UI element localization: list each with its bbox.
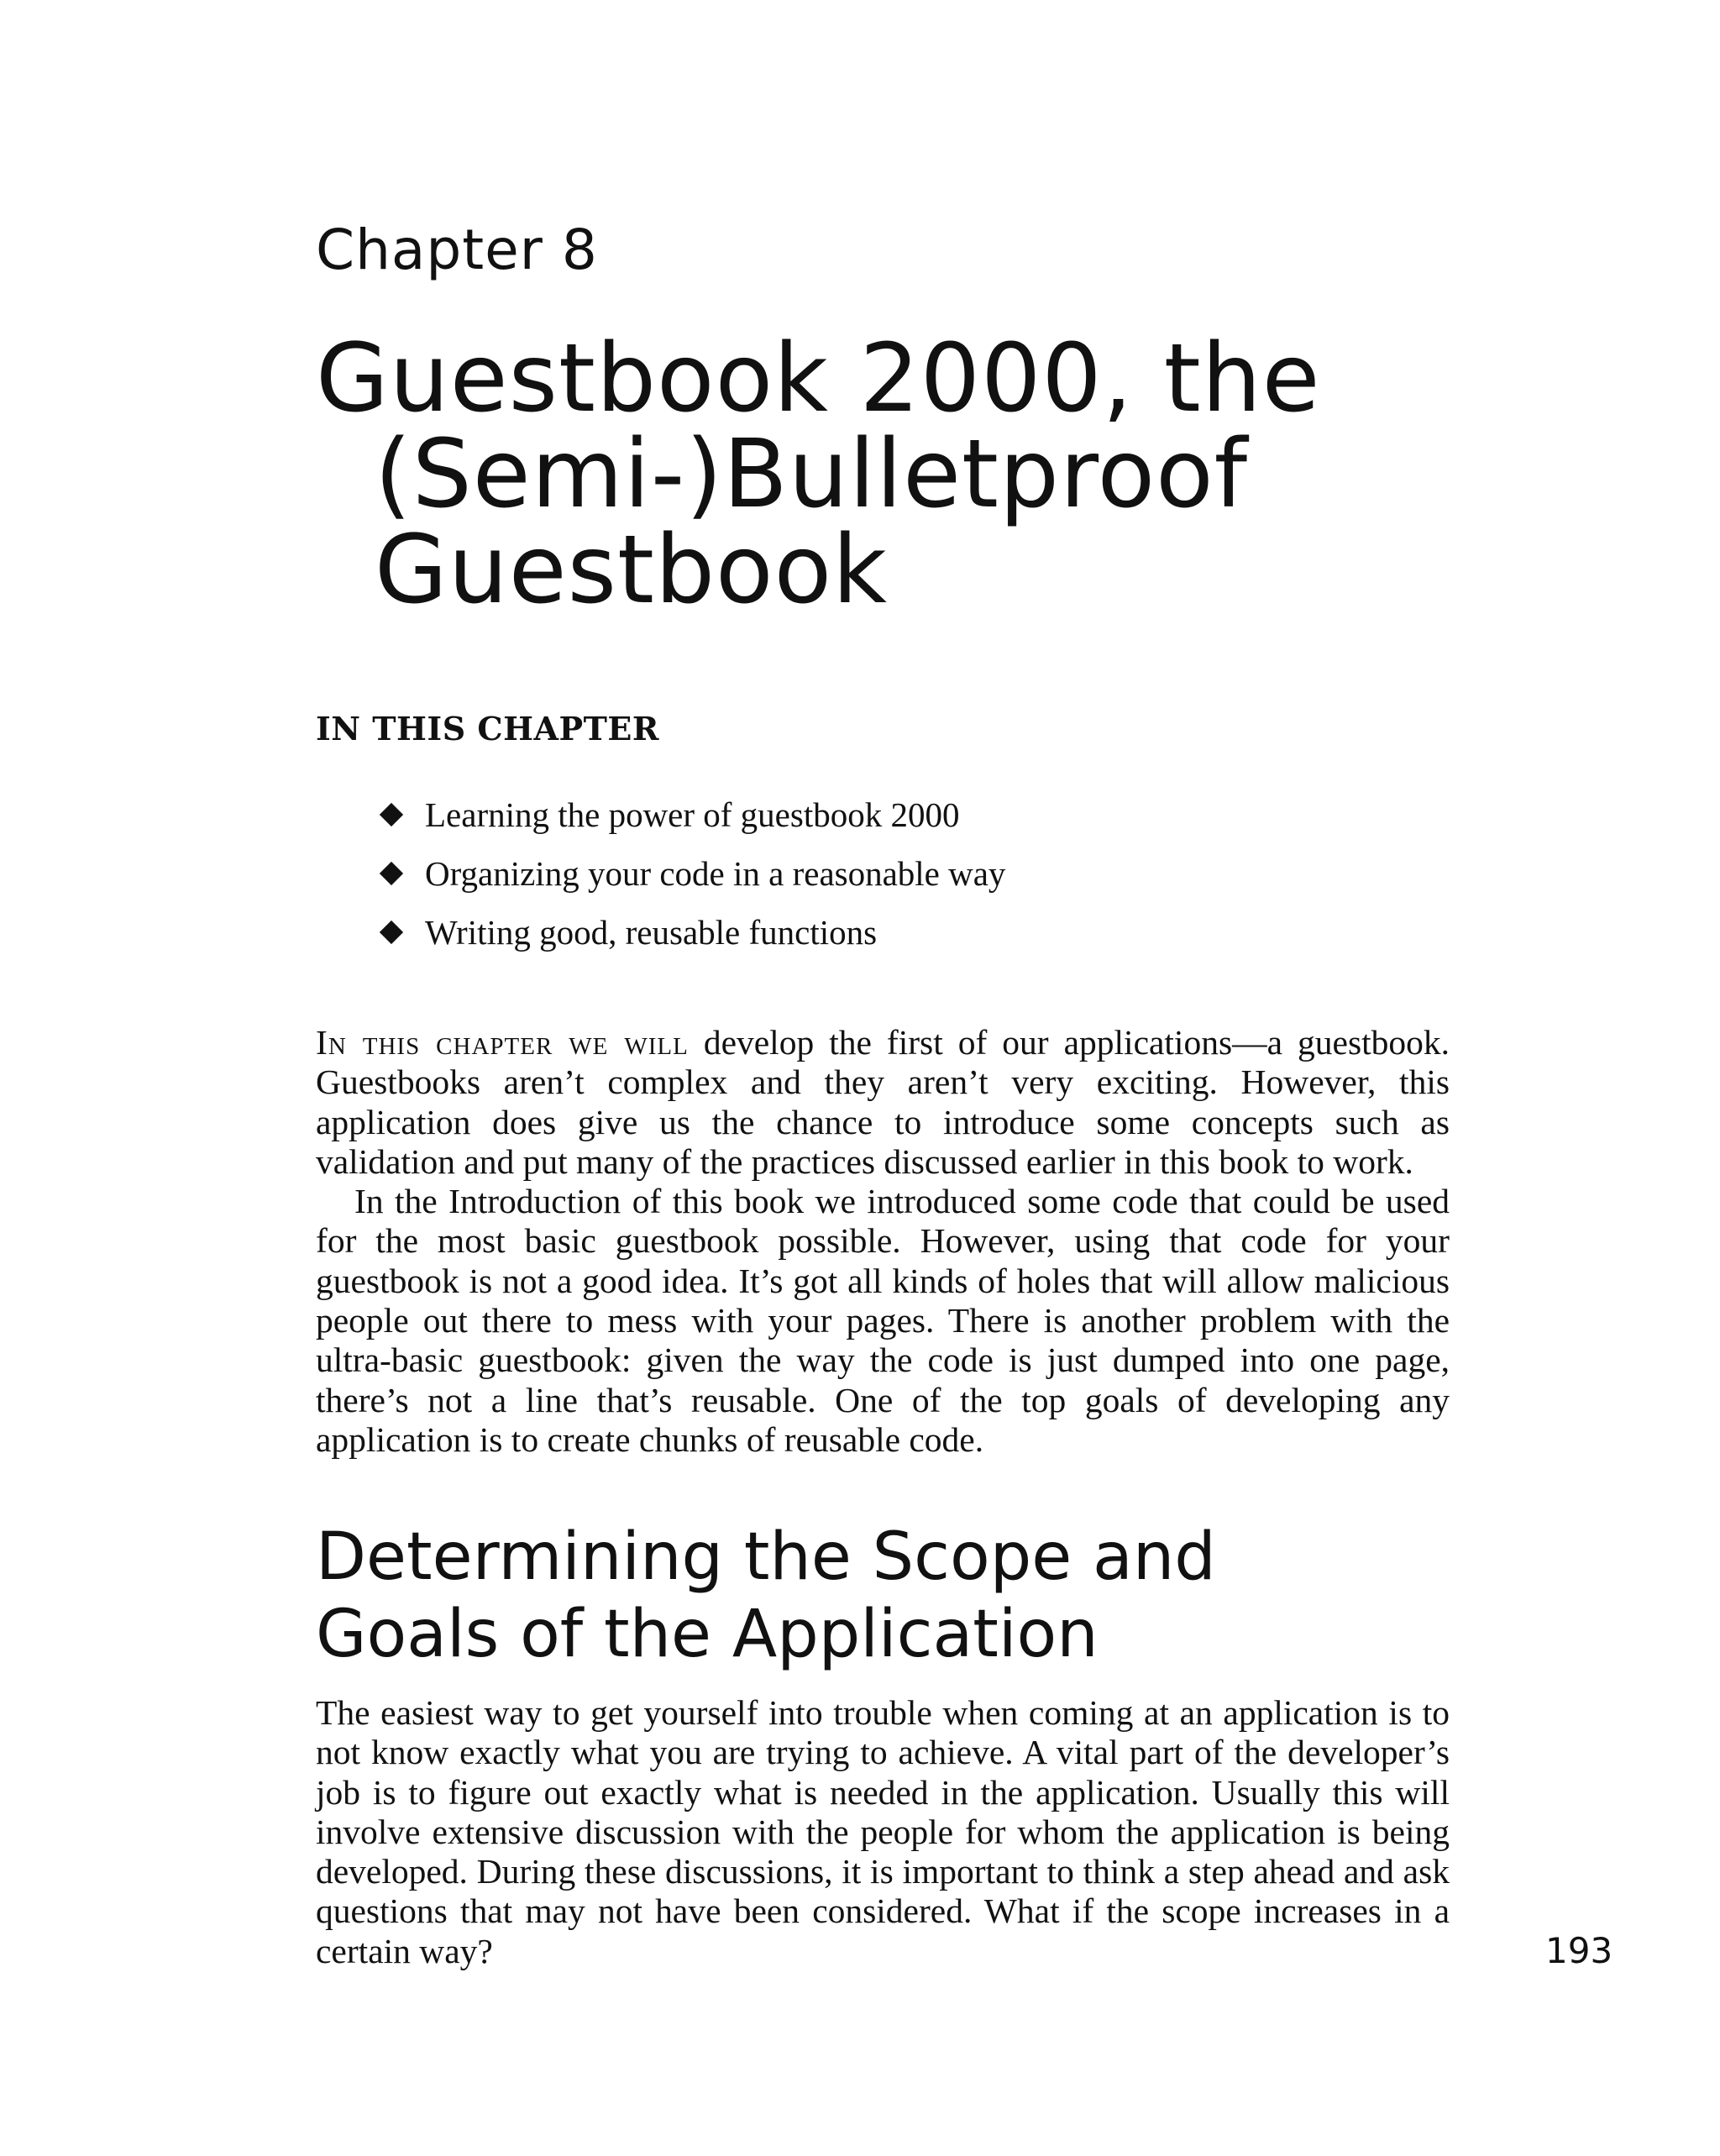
in-this-chapter-heading: IN THIS CHAPTER	[316, 710, 659, 748]
list-item	[378, 844, 1005, 903]
chapter-topics-list	[378, 785, 1005, 962]
intro-paragraph	[316, 1023, 1450, 1182]
diamond-bullet-icon	[380, 921, 403, 944]
intro-paragraph: In the Introduction of this book we introduced some code that could be used for the most basic guestbook possible. However, using that code for your guestbook is not a good idea. It’s got all kinds of holes that will allow malicious people out there to mess with your pages. There is another problem with the ultra-basic guestbook: given the way the code is just dumped into one page, there’s not a line that’s reusable. One of the top goals of developing any application is to create chunks of reusable code.	[316, 1182, 1450, 1459]
diamond-bullet-icon	[380, 803, 403, 826]
page-number: 193	[1545, 1930, 1613, 1971]
list-item	[378, 785, 1005, 844]
chapter-title-line: (Semi-)Bulletproof	[375, 420, 1249, 529]
section-heading	[316, 1519, 1492, 1673]
list-item	[378, 903, 1005, 962]
chapter-title-line: Guestbook	[375, 516, 888, 625]
list-item-text: Learning the power of guestbook 2000	[425, 795, 960, 834]
diamond-bullet-icon	[380, 862, 403, 885]
section-heading-line: Goals of the Application	[316, 1597, 1099, 1672]
chapter-title-line: Guestbook 2000, the	[316, 324, 1321, 433]
intro-text	[316, 1023, 1450, 1460]
paragraph-text: develop the first of our applications—a guestbook. Guestbooks aren’t complex and they aren’t very exciting. However, this application does give us the chance to introduce some concepts such as validation and put many of the practices discussed earlier in this book to work.	[316, 1023, 1450, 1181]
section-paragraph: The easiest way to get yourself into trouble when coming at an application is to not know exactly what you are trying to achieve. A vital part of the developer’s job is to figure out exactly what is needed in the application. Usually this will involve extensive discussion with the people for whom the application is being developed. During these discussions, it is important to think a step ahead and ask questions that may not have been considered. What if the scope increases in a certain way?	[316, 1693, 1450, 1970]
section-heading-line: Determining the Scope and	[316, 1519, 1216, 1595]
chapter-title	[316, 324, 1408, 625]
chapter-label: Chapter 8	[316, 218, 598, 282]
list-item-text: Organizing your code in a reasonable way	[425, 854, 1006, 893]
list-item-text: Writing good, reusable functions	[425, 913, 878, 952]
lead-in-text: In this chapter we will	[316, 1023, 689, 1062]
section-text	[316, 1693, 1450, 1971]
